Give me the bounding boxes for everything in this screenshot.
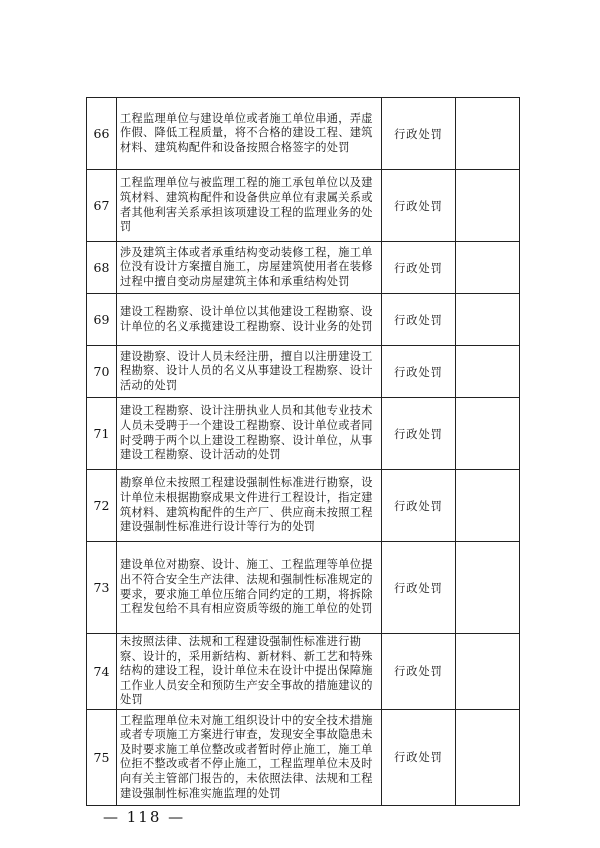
blank-cell xyxy=(456,170,520,242)
row-number: 68 xyxy=(87,242,117,294)
row-number: 73 xyxy=(87,542,117,634)
blank-cell xyxy=(456,242,520,294)
item-description: 勘察单位未按照工程建设强制性标准进行勘察，设计单位未根据勘察成果文件进行工程设计，指定建筑材料、建筑构配件的生产厂、供应商未按照工程建设强制性标准进行设计等行为的处罚 xyxy=(117,470,382,542)
row-number: 71 xyxy=(87,398,117,470)
item-type: 行政处罚 xyxy=(382,634,456,710)
item-description: 涉及建筑主体或者承重结构变动装修工程，施工单位没有设计方案擅自施工，房屋建筑使用者在装修过程中擅自变动房屋建筑主体和承重结构处罚 xyxy=(117,242,382,294)
row-number: 66 xyxy=(87,98,117,170)
blank-cell xyxy=(456,346,520,398)
item-description: 建设工程勘察、设计单位以其他建设工程勘察、设计单位的名义承揽建设工程勘察、设计业务的处罚 xyxy=(117,294,382,346)
row-number: 74 xyxy=(87,634,117,710)
item-description: 建设单位对勘察、设计、施工、工程监理等单位提出不符合安全生产法律、法规和强制性标准规定的要求，要求施工单位压缩合同约定的工期，将拆除工程发包给不具有相应资质等级的施工单位的处罚 xyxy=(117,542,382,634)
blank-cell xyxy=(456,98,520,170)
item-type: 行政处罚 xyxy=(382,170,456,242)
item-type: 行政处罚 xyxy=(382,346,456,398)
table-row xyxy=(87,634,520,710)
table-row xyxy=(87,346,520,398)
penalty-table xyxy=(86,97,520,806)
table-row xyxy=(87,398,520,470)
item-type: 行政处罚 xyxy=(382,98,456,170)
item-type: 行政处罚 xyxy=(382,709,456,805)
item-description: 工程监理单位与被监理工程的施工承包单位以及建筑材料、建筑构配件和设备供应单位有隶属关系或者其他利害关系承担该项建设工程的监理业务的处罚 xyxy=(117,170,382,242)
item-description: 建设工程勘察、设计注册执业人员和其他专业技术人员未受聘于一个建设工程勘察、设计单位或者同时受聘于两个以上建设工程勘察、设计单位，从事建设工程勘察、设计活动的处罚 xyxy=(117,398,382,470)
table-row xyxy=(87,542,520,634)
page-number: — 118 — xyxy=(103,808,186,826)
item-type: 行政处罚 xyxy=(382,242,456,294)
blank-cell xyxy=(456,398,520,470)
table-row xyxy=(87,294,520,346)
item-description: 工程监理单位未对施工组织设计中的安全技术措施或者专项施工方案进行审查，发现安全事故隐患未及时要求施工单位整改或者暂时停止施工，施工单位拒不整改或者不停止施工，工程监理单位未及时向有关主管部门报告的，未依照法律、法规和工程建设强制性标准实施监理的处罚 xyxy=(117,709,382,805)
row-number: 72 xyxy=(87,470,117,542)
row-number: 70 xyxy=(87,346,117,398)
table-row xyxy=(87,170,520,242)
item-type: 行政处罚 xyxy=(382,398,456,470)
item-description: 工程监理单位与建设单位或者施工单位串通，弄虚作假、降低工程质量，将不合格的建设工程、建筑材料、建筑构配件和设备按照合格签字的处罚 xyxy=(117,98,382,170)
table-row xyxy=(87,470,520,542)
row-number: 69 xyxy=(87,294,117,346)
blank-cell xyxy=(456,709,520,805)
table-row xyxy=(87,242,520,294)
row-number: 67 xyxy=(87,170,117,242)
blank-cell xyxy=(456,470,520,542)
table-row xyxy=(87,709,520,805)
blank-cell xyxy=(456,542,520,634)
item-type: 行政处罚 xyxy=(382,470,456,542)
row-number: 75 xyxy=(87,709,117,805)
item-type: 行政处罚 xyxy=(382,542,456,634)
item-description: 建设勘察、设计人员未经注册，擅自以注册建设工程勘察、设计人员的名义从事建设工程勘察、设计活动的处罚 xyxy=(117,346,382,398)
item-description: 未按照法律、法规和工程建设强制性标准进行勘察、设计的，采用新结构、新材料、新工艺和特殊结构的建设工程，设计单位未在设计中提出保障施工作业人员安全和预防生产安全事故的措施建议的处罚 xyxy=(117,634,382,710)
blank-cell xyxy=(456,634,520,710)
blank-cell xyxy=(456,294,520,346)
item-type: 行政处罚 xyxy=(382,294,456,346)
table-row xyxy=(87,98,520,170)
